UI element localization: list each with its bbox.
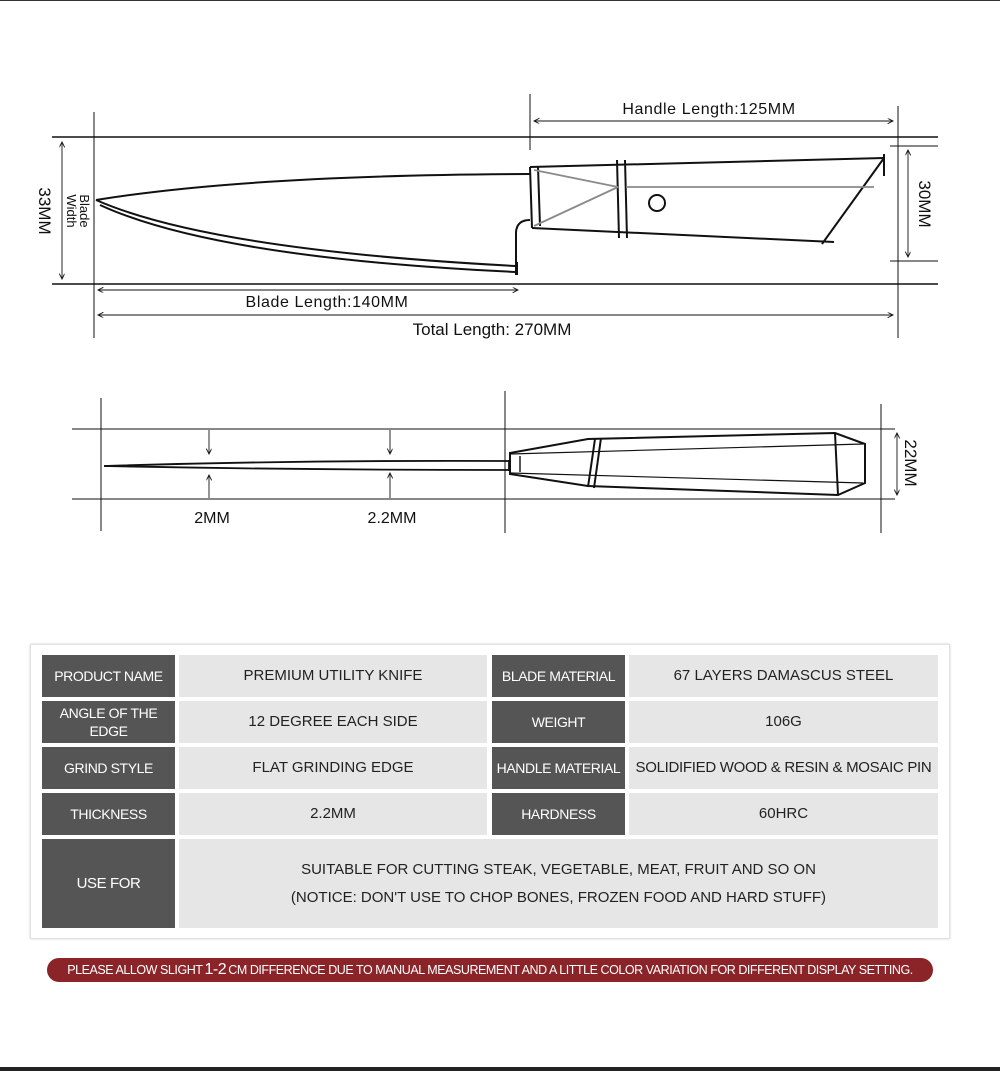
measurement-notice bbox=[47, 958, 933, 982]
notice-range: 1-2 bbox=[204, 961, 227, 978]
use-for-line1: SUITABLE FOR CUTTING STEAK, VEGETABLE, MEAT, FRUIT AND SO ON bbox=[301, 861, 816, 878]
hardness-value: 60HRC bbox=[629, 793, 938, 835]
hardness-label: HARDNESS bbox=[492, 793, 625, 835]
handle-material-value: SOLIDIFIED WOOD & RESIN & MOSAIC PIN bbox=[629, 747, 938, 789]
blade-side-outline bbox=[104, 460, 509, 471]
blade-width-value: 33MM bbox=[35, 187, 54, 235]
handle-tang-lines bbox=[534, 170, 874, 226]
notice-after: CM DIFFERENCE DUE TO MANUAL MEASUREMENT AND A LITTLE COLOR VARIATION FOR DIFFERENT DISPLAY SETTING. bbox=[228, 963, 913, 977]
handle-side-outline bbox=[510, 433, 865, 495]
blade-width-label-line1: Blade bbox=[77, 194, 92, 228]
spec-table bbox=[30, 644, 950, 939]
notice-before: PLEASE ALLOW SLIGHT bbox=[67, 963, 203, 977]
blade-top-outline bbox=[96, 174, 530, 275]
handle-length-label: Handle Length:125MM bbox=[622, 101, 796, 118]
edge-angle-label: ANGLE OF THE EDGE bbox=[42, 701, 175, 743]
weight-value: 106G bbox=[629, 701, 938, 743]
product-name-value: PREMIUM UTILITY KNIFE bbox=[179, 655, 487, 697]
thickness-value: 2.2MM bbox=[179, 793, 487, 835]
use-for-label: USE FOR bbox=[42, 839, 175, 928]
use-for-line2: (NOTICE: DON'T USE TO CHOP BONES, FROZEN FOOD AND HARD STUFF) bbox=[290, 888, 827, 906]
thickness-label: THICKNESS bbox=[42, 793, 175, 835]
thickness-2mm-label: 2MM bbox=[194, 510, 230, 527]
top-view bbox=[52, 94, 938, 338]
blade-material-label: BLADE MATERIAL bbox=[492, 655, 625, 697]
handle-height-value: 30MM bbox=[915, 180, 934, 228]
weight-label: WEIGHT bbox=[492, 701, 625, 743]
handle-thickness-value: 22MM bbox=[901, 439, 920, 487]
handle-top-outline bbox=[530, 154, 884, 244]
grind-style-label: GRIND STYLE bbox=[42, 747, 175, 789]
grind-style-value: FLAT GRINDING EDGE bbox=[179, 747, 487, 789]
handle-material-label: HANDLE MATERIAL bbox=[492, 747, 625, 789]
blade-width-label-line2: Width bbox=[64, 194, 79, 228]
bottom-border bbox=[0, 1067, 1000, 1071]
blade-material-value: 67 LAYERS DAMASCUS STEEL bbox=[629, 655, 938, 697]
use-for-value bbox=[179, 839, 938, 928]
product-name-label: PRODUCT NAME bbox=[42, 655, 175, 697]
edge-angle-value: 12 DEGREE EACH SIDE bbox=[179, 701, 487, 743]
thickness-2-2mm-label: 2.2MM bbox=[367, 510, 417, 527]
blade-length-label: Blade Length:140MM bbox=[245, 294, 409, 311]
total-length-label: Total Length: 270MM bbox=[412, 320, 572, 339]
